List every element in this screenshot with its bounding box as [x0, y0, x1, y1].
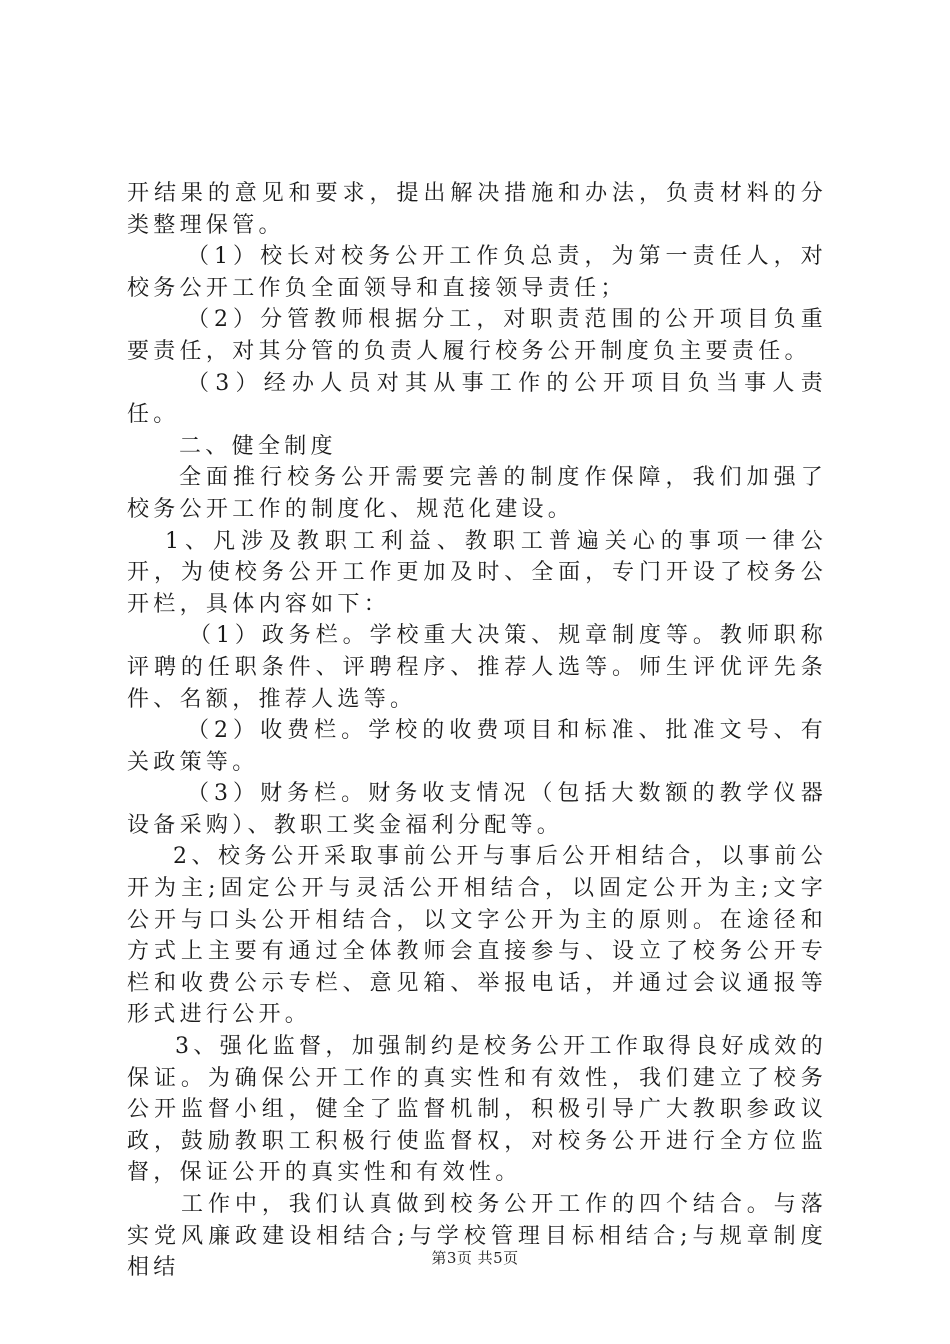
paragraph: （3）财务栏。财务收支情况（包括大数额的教学仪器设备采购）、教职工奖金福利分配等。: [127, 781, 827, 838]
section-heading: 二、健全制度: [179, 433, 337, 459]
paragraph: 工作中，我们认真做到校务公开工作的四个结合。与落实党风廉政建设相结合;与学校管理目标相结合;与规章制度相结: [127, 1192, 827, 1281]
document-body: [127, 178, 827, 1284]
paragraph: 开结果的意见和要求，提出解决措施和办法，负责材料的分类整理保管。: [127, 181, 827, 238]
paragraph: 2、校务公开采取事前公开与事后公开相结合，以事前公开为主;固定公开与灵活公开相结合，以固定公开为主;文字公开与口头公开相结合，以文字公开为主的原则。在途径和方式上主要有通过全体教师会直接参与、设立了校务公开专栏和收费公示专栏、意见箱、举报电话，并通过会议通报等形式进行公开。: [127, 844, 827, 1028]
paragraph: （2）收费栏。学校的收费项目和标准、批准文号、有关政策等。: [127, 718, 827, 775]
paragraph: （1）校长对校务公开工作负总责，为第一责任人，对校务公开工作负全面领导和直接领导责任；: [127, 244, 827, 301]
paragraph: 1、凡涉及教职工利益、教职工普遍关心的事项一律公开，为使校务公开工作更加及时、全面，专门开设了校务公开栏，具体内容如下：: [127, 528, 827, 617]
paragraph: （3）经办人员对其从事工作的公开项目负当事人责任。: [127, 370, 827, 428]
page-number-footer: 第3页 共5页: [431, 1249, 519, 1267]
paragraph: 全面推行校务公开需要完善的制度作保障，我们加强了校务公开工作的制度化、规范化建设。: [127, 465, 827, 522]
paragraph: （1）政务栏。学校重大决策、规章制度等。教师职称评聘的任职条件、评聘程序、推荐人选等。师生评优评先条件、名额，推荐人选等。: [127, 623, 827, 712]
paragraph: 3、强化监督，加强制约是校务公开工作取得良好成效的保证。为确保公开工作的真实性和有效性，我们建立了校务公开监督小组，健全了监督机制，积极引导广大教职参政议政，鼓励教职工积极行使监督权，对校务公开进行全方位监督，保证公开的真实性和有效性。: [127, 1034, 827, 1186]
paragraph: （2）分管教师根据分工，对职责范围的公开项目负重要责任，对其分管的负责人履行校务公开制度负主要责任。: [127, 307, 827, 364]
